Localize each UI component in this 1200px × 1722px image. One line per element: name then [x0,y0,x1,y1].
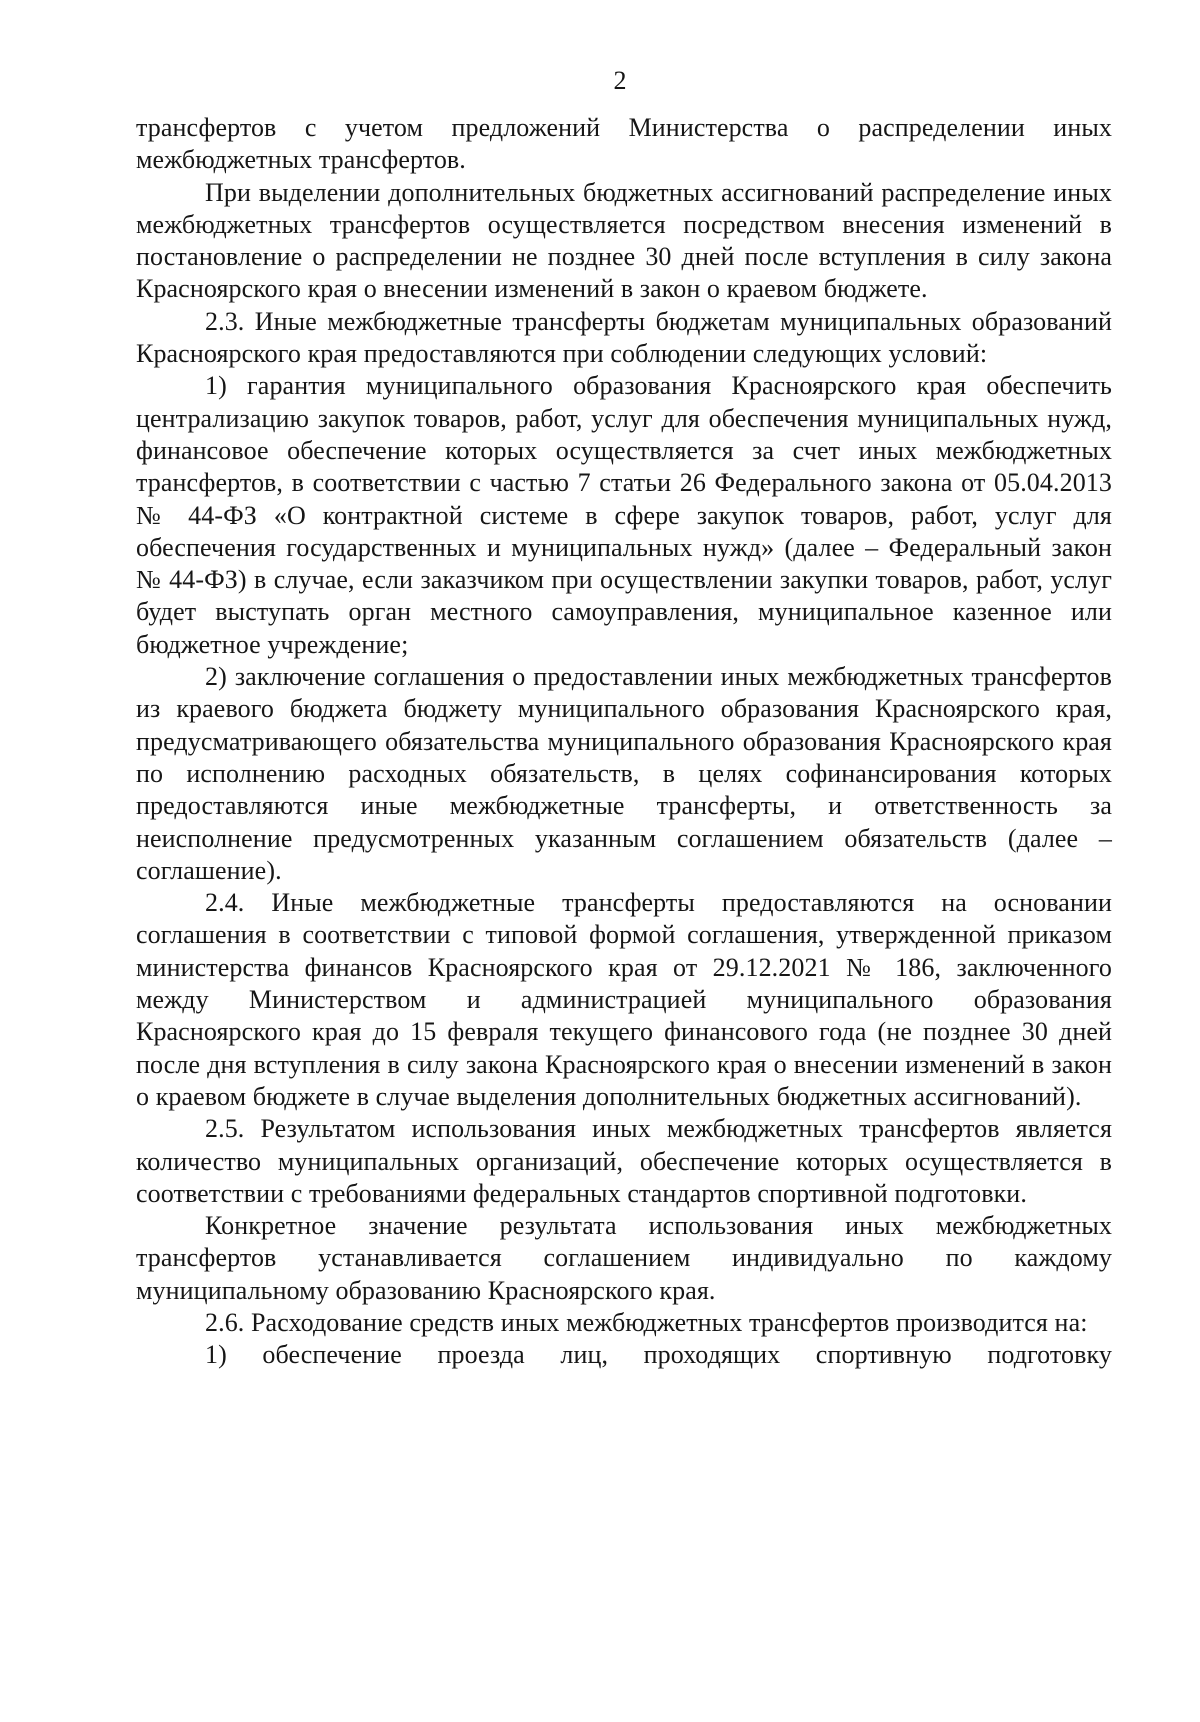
paragraph-2-3-item-2: 2) заключение соглашения о предоставлении иных межбюджетных трансфертов из краевого бюджета бюджету муниципального образования Красноярского края, предусматривающего обязательства муниципального образования Красноярского края по исполнению расходных обязательств, в целях софинансирования которых предоставляются иные межбюджетные трансферты, и ответственность за неисполнение предусмотренных указанным соглашением обязательств (далее – соглашение). [136,662,1112,885]
paragraph-2-3-item-1: 1) гарантия муниципального образования Красноярского края обеспечить централизацию закупок товаров, работ, услуг для обеспечения муниципальных нужд, финансовое обеспечение которых осуществляется за счет иных межбюджетных трансфертов, в соответствии с частью 7 статьи 26 Федерального закона от 05.04.2013 № 44-ФЗ «О контрактной системе в сфере закупок товаров, работ, услуг для обеспечения государственных и муниципальных нужд» (далее – Федеральный закон № 44-ФЗ) в случае, если заказчиком при осуществлении закупки товаров, работ, услуг будет выступать орган местного самоуправления, муниципальное казенное или бюджетное учреждение; [136,371,1112,659]
paragraph-2-5: 2.5. Результатом использования иных межбюджетных трансфертов является количество муниципальных организаций, обеспечение которых осуществляется в соответствии с требованиями федеральных стандартов спортивной подготовки. [136,1114,1112,1208]
paragraph-2-3: 2.3. Иные межбюджетные трансферты бюджетам муниципальных образований Красноярского края предоставляются при соблюдении следующих условий: [136,306,1112,369]
paragraph-2-6: 2.6. Расходование средств иных межбюджетных трансфертов производится на: [205,1307,1088,1337]
paragraph-continuation: трансфертов с учетом предложений Министерства о распределении иных межбюджетных трансфертов. [136,113,1112,175]
paragraph-2-4: 2.4. Иные межбюджетные трансферты предоставляются на основании соглашения в соответствии с типовой формой соглашения, утвержденной приказом министерства финансов Красноярского края от 29.12.2021 № 186, заключенного между Министерством и администрацией муниципального образования Красноярского края до 15 февраля текущего финансового года (не позднее 30 дней после дня вступления в силу закона Красноярского края о внесении изменений в закон о краевом бюджете в случае выделения дополнительных бюджетных ассигнований). [136,888,1112,1111]
paragraph-additional-allocations: При выделении дополнительных бюджетных ассигнований распределение иных межбюджетных трансфертов осуществляется посредством внесения изменений в постановление о распределении не позднее 30 дней после вступления в силу закона Красноярского края о внесении изменений в закон о краевом бюджете. [136,177,1112,304]
page-number: 2 [613,66,627,95]
document-body [136,112,1112,1372]
paragraph-result-value: Конкретное значение результата использования иных межбюджетных трансфертов устанавливается соглашением индивидуально по каждому муниципальному образованию Красноярского края. [136,1211,1112,1305]
paragraph-2-6-item-1: 1) обеспечение проезда лиц, проходящих спортивную подготовку [205,1340,1112,1370]
